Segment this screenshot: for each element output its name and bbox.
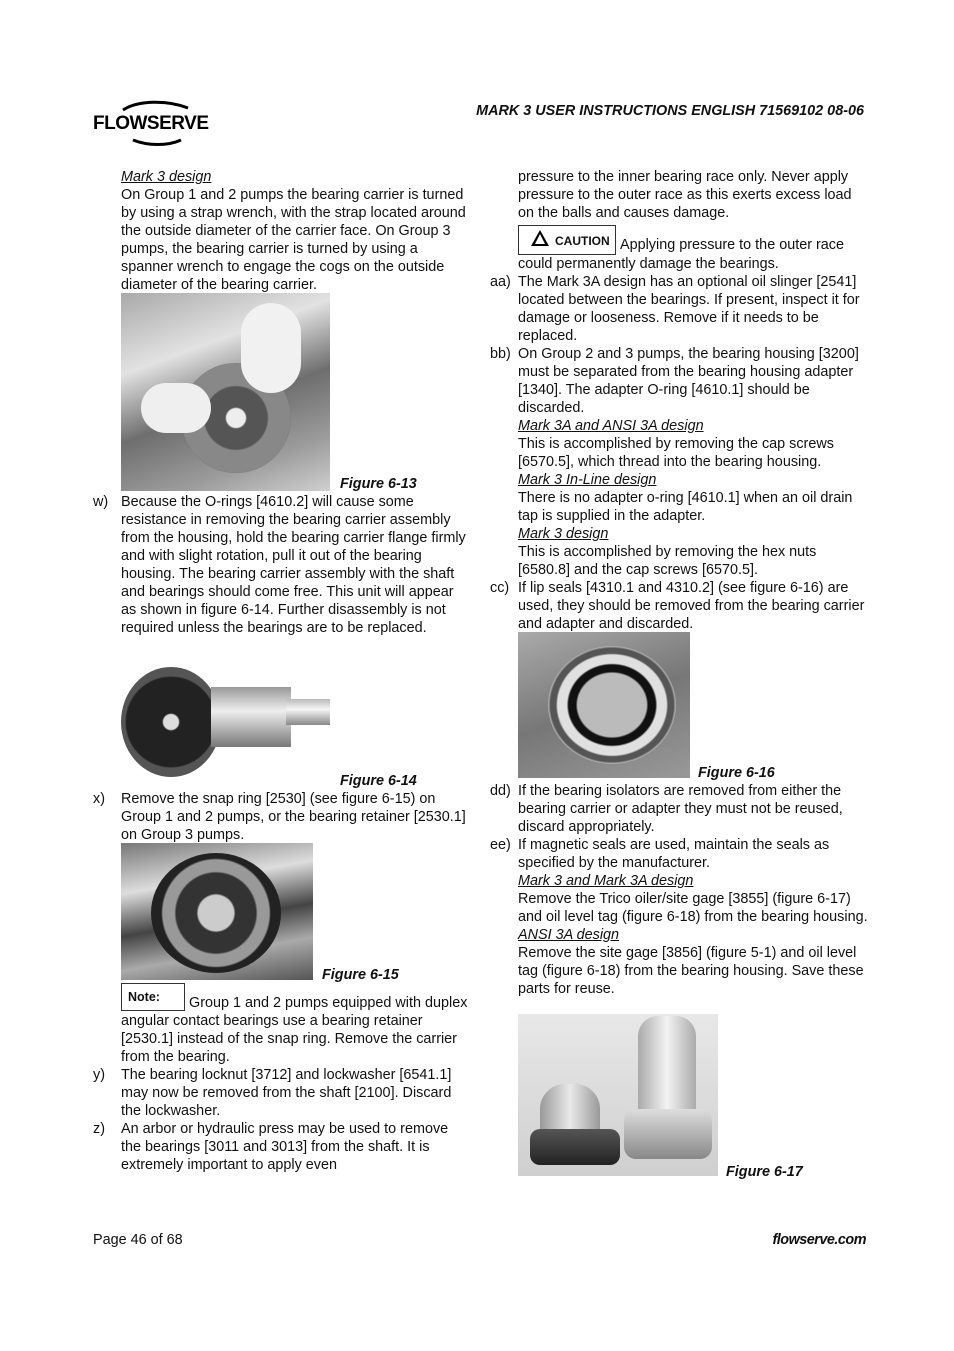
left-column-items-3 — [93, 983, 468, 1174]
item-text: The Mark 3A design has an optional oil slinger [2541] located between the bearings. If present, inspect it for damage or looseness. Remove if it needs to be replaced. — [518, 274, 860, 344]
flowserve-logo — [93, 100, 209, 146]
note-text: Group 1 and 2 pumps equipped with duplex angular contact bearings use a bearing retainer [2530.1] instead of the snap ring. Remove the carrier from the bearing. — [121, 995, 468, 1065]
item-text: An arbor or hydraulic press may be used to remove the bearings [3011 and 3013] from the shaft. It is extremely important to apply even — [121, 1121, 449, 1173]
warning-triangle-icon — [531, 230, 549, 246]
figure-6-13-image — [121, 293, 330, 491]
caution-block — [518, 225, 868, 273]
list-item-z — [93, 1120, 468, 1174]
left-column-items-1 — [93, 493, 468, 637]
sub-heading: ANSI 3A design — [518, 927, 620, 943]
paragraph: On Group 1 and 2 pumps the bearing carrier is turned by using a strap wrench, with the strap located around the outside diameter of the carrier face. On Group 3 pumps, the bearing carrier is turned by using a spanner wrench to engage the cogs on the outside diameter of the bearing carrier. — [121, 187, 466, 293]
page-number: Page 46 of 68 — [93, 1232, 183, 1248]
item-marker: y) — [93, 1067, 105, 1083]
sub-text: This is accomplished by removing the hex nuts [6580.8] and the cap screws [6570.5]. — [518, 544, 817, 578]
item-text: Because the O-rings [4610.2] will cause some resistance in removing the bearing carrier assembly from the housing, hold the bearing carrier flange firmly and with slight rotation, pull it out of the bearing housing. The bearing carrier assembly with the shaft and bearings should come free. This unit will appear as shown in figure 6-14. Further disassembly is not required unless the bearings are to be replaced. — [121, 494, 466, 636]
sub-heading: Mark 3 design — [518, 526, 609, 542]
item-text: On Group 2 and 3 pumps, the bearing housing [3200] must be separated from the bearing housing adapter [1340]. The adapter O-ring [4610.1] should be discarded. — [518, 346, 859, 416]
item-marker: ee) — [490, 837, 511, 853]
left-column — [93, 168, 468, 294]
item-marker: z) — [93, 1121, 105, 1137]
figure-6-15-image — [121, 843, 313, 980]
right-column — [490, 168, 868, 633]
sub-text: Remove the site gage [3856] (figure 5-1) and oil level tag (figure 6-18) from the bearing housing. Save these parts for reuse. — [518, 945, 864, 997]
item-marker: dd) — [490, 783, 511, 799]
figure-6-14-image — [121, 657, 330, 785]
list-item-cc — [490, 579, 868, 633]
list-item-dd — [490, 782, 868, 836]
paragraph: pressure to the inner bearing race only. Never apply pressure to the outer race as this exerts excess load on the balls and causes damage. — [518, 169, 852, 221]
item-text: If the bearing isolators are removed from either the bearing carrier or adapter they must not be reused, discard appropriately. — [518, 783, 843, 835]
document-title: MARK 3 USER INSTRUCTIONS ENGLISH 71569102 08-06 — [476, 103, 864, 119]
item-text: The bearing locknut [3712] and lockwasher [6541.1] may now be removed from the shaft [2100]. Discard the lockwasher. — [121, 1067, 452, 1119]
list-item-aa — [490, 273, 868, 345]
sub-heading: Mark 3A and ANSI 3A design — [518, 418, 704, 434]
footer-website: flowserve.com — [772, 1232, 866, 1248]
figure-6-14-caption: Figure 6-14 — [340, 773, 417, 789]
item-marker: w) — [93, 494, 109, 510]
caution-label: CAUTION — [555, 234, 610, 248]
figure-6-15-caption: Figure 6-15 — [322, 967, 399, 983]
sub-text: This is accomplished by removing the cap screws [6570.5], which thread into the bearing housing. — [518, 436, 834, 470]
note-box — [121, 983, 185, 1011]
item-marker: bb) — [490, 346, 511, 362]
list-item-w — [93, 493, 468, 637]
list-item-x — [93, 790, 468, 844]
figure-6-17-image — [518, 1014, 718, 1176]
figure-6-16-image — [518, 632, 690, 778]
figure-6-13-caption: Figure 6-13 — [340, 476, 417, 492]
logo-text: FLOWSERVE — [93, 113, 209, 134]
left-column-items-2 — [93, 790, 468, 844]
figure-6-17-caption: Figure 6-17 — [726, 1164, 803, 1180]
caution-text: Applying pressure to the outer race could permanently damage the bearings. — [518, 237, 844, 272]
note-label: Note: — [128, 990, 160, 1004]
item-text: If lip seals [4310.1 and 4310.2] (see figure 6-16) are used, they should be removed from the bearing carrier and adapter and discarded. — [518, 580, 865, 632]
item-text: If magnetic seals are used, maintain the seals as specified by the manufacturer. — [518, 837, 830, 871]
sub-heading: Mark 3 and Mark 3A design — [518, 873, 694, 889]
note-block — [93, 983, 468, 1066]
list-item-bb — [490, 345, 868, 579]
item-text: Remove the snap ring [2530] (see figure 6-15) on Group 1 and 2 pumps, or the bearing retainer [2530.1] on Group 3 pumps. — [121, 791, 466, 843]
right-column-items-2 — [490, 782, 868, 998]
sub-text: Remove the Trico oiler/site gage [3855] (figure 6-17) and oil level tag (figure 6-18) from the bearing housing. — [518, 891, 868, 925]
list-item-y — [93, 1066, 468, 1120]
item-marker: x) — [93, 791, 105, 807]
caution-box — [518, 225, 616, 255]
figure-6-16-caption: Figure 6-16 — [698, 765, 775, 781]
item-marker: cc) — [490, 580, 510, 596]
sub-heading: Mark 3 In-Line design — [518, 472, 657, 488]
list-item-ee — [490, 836, 868, 998]
sub-text: There is no adapter o-ring [4610.1] when an oil drain tap is supplied in the adapter. — [518, 490, 853, 524]
item-marker: aa) — [490, 274, 511, 290]
section-heading: Mark 3 design — [121, 169, 212, 185]
